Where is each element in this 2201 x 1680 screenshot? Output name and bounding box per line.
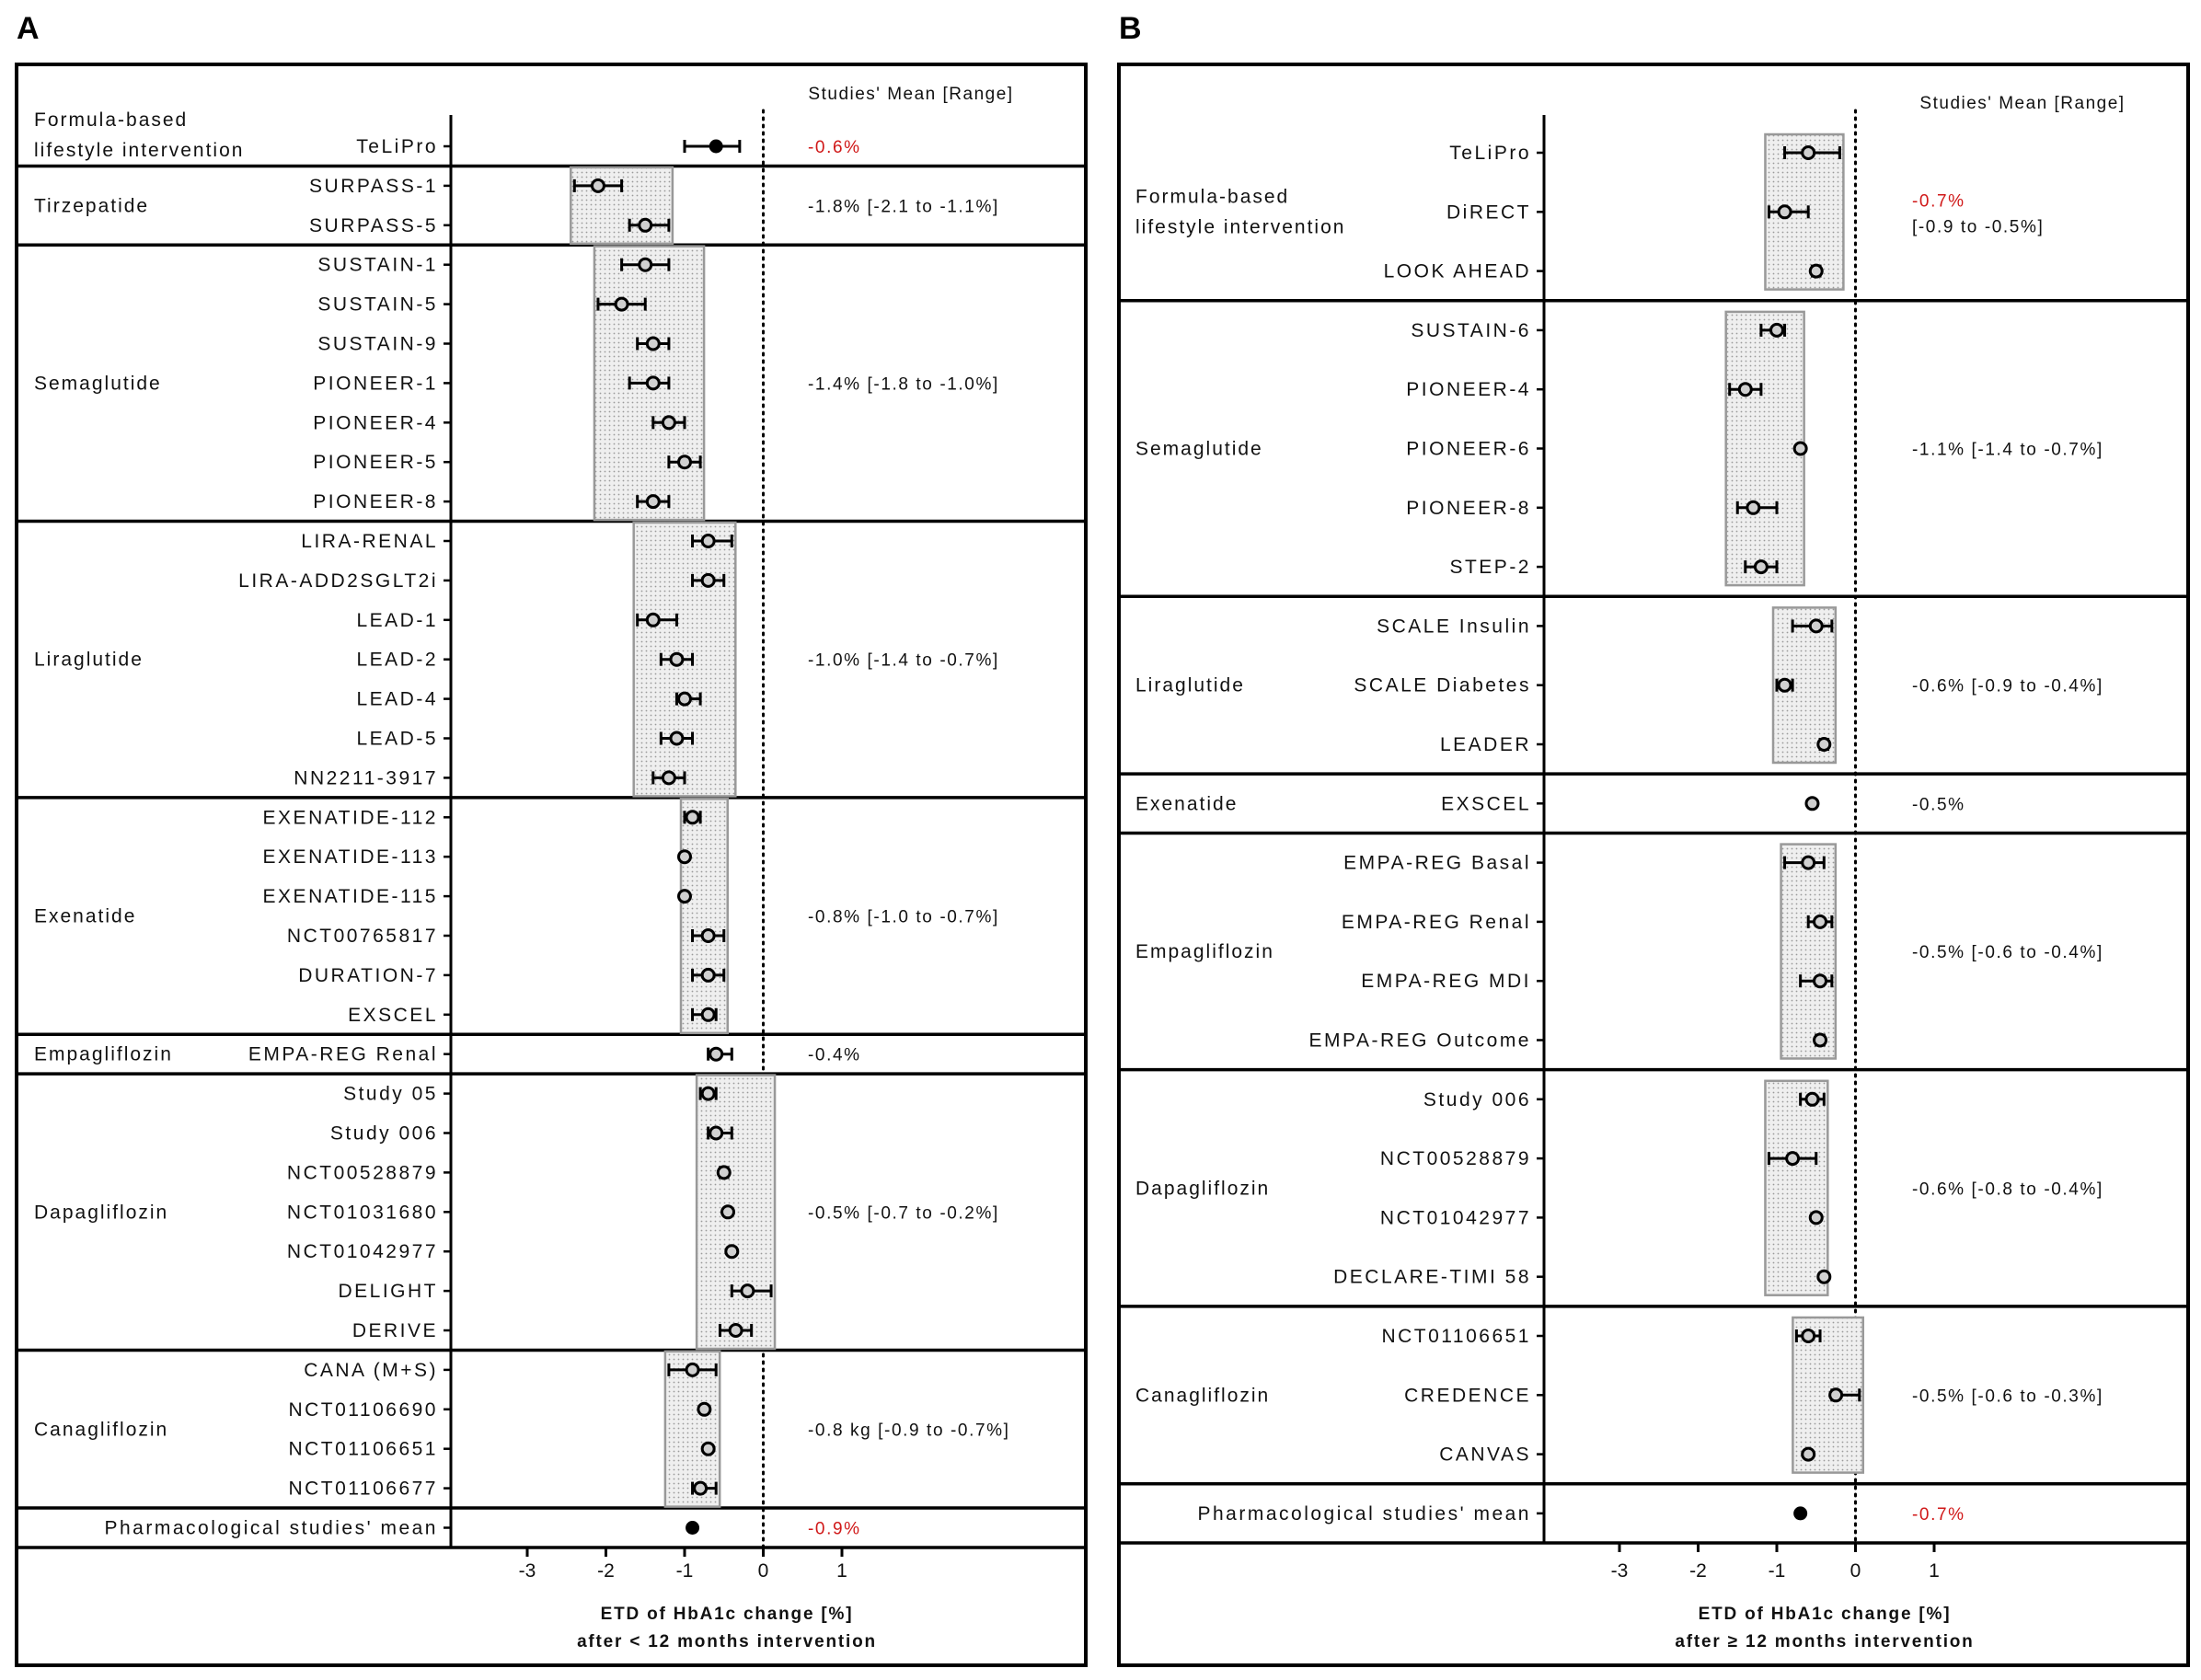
group-formula-based-lifestyle-intervention [17,109,1086,166]
study-label: PIONEER-6 [1406,438,1531,460]
range-box [1781,845,1836,1059]
study-row [1446,201,1808,223]
group-dapagliflozin [1119,1081,2188,1306]
study-label: LIRA-ADD2SGLT2i [238,570,438,592]
study-row [1381,1326,1820,1347]
x-axis-title: ETD of HbA1c change [%] [600,1605,854,1624]
study-point [663,772,674,784]
study-row [1198,1503,1807,1525]
study-label: SUSTAIN-6 [1411,319,1531,341]
study-point [679,851,691,863]
study-label: SURPASS-1 [309,175,438,197]
study-row [343,1084,716,1105]
study-point [1815,975,1826,987]
study-label: DURATION-7 [298,964,438,986]
study-label: SCALE Insulin [1377,616,1531,638]
group-summary: -0.5% [-0.6 to -0.3%] [1912,1387,2103,1407]
group-label: Formula-based lifestyle intervention [34,109,245,161]
study-point [640,259,651,270]
group-summary: -0.6% [808,138,861,157]
panel-label: B [1119,11,1142,46]
group-label: Dapagliflozin [1135,1178,1271,1200]
study-point [1810,265,1822,277]
group-summary: -1.4% [-1.8 to -1.0%] [808,374,999,395]
x-tick-label: -3 [1610,1560,1629,1582]
study-point [1803,1330,1815,1342]
study-point [1739,384,1751,396]
study-point [1794,443,1806,455]
study-label: EXSCEL [348,1004,438,1026]
study-point [1818,739,1830,751]
study-label: NCT01106651 [288,1438,438,1460]
study-label: SUSTAIN-9 [317,333,438,355]
group-total [1119,1503,2188,1543]
study-point [1810,620,1822,632]
study-label: LEADER [1439,734,1531,755]
study-row [248,1044,732,1065]
study-point [702,535,714,547]
study-point [1810,1212,1822,1224]
group-liraglutide [17,523,1086,798]
study-row [1423,1089,1824,1110]
study-point [1771,324,1783,336]
study-row [1404,1385,1860,1406]
study-point [1747,501,1759,513]
study-label: DELIGHT [338,1281,438,1303]
x-axis-subtitle: after ≥ 12 months intervention [1675,1632,1975,1651]
group-label: Canagliflozin [1135,1385,1271,1407]
study-label: LEAD-4 [356,688,438,710]
study-row [1380,1148,1816,1169]
study-point [616,298,628,310]
range-box [1765,1081,1827,1295]
group-summary: -0.7% [1912,191,1965,212]
x-tick-label: -2 [597,1560,615,1582]
study-label: LOOK AHEAD [1383,260,1531,282]
group-canagliflozin [17,1352,1086,1508]
study-row [1343,853,1824,874]
study-label: PIONEER-4 [1406,379,1531,401]
group-summary: -0.6% [-0.9 to -0.4%] [1912,676,2103,696]
group-summary: -0.9% [808,1519,861,1539]
group-label: Canagliflozin [34,1419,169,1441]
study-row [1333,1267,1830,1288]
study-row [298,965,724,986]
study-row [288,1479,716,1500]
study-label: Study 006 [1423,1088,1531,1110]
study-label: PIONEER-1 [313,373,438,395]
study-label: LEAD-5 [356,728,438,750]
range-box [697,1076,775,1349]
group-label: Dapagliflozin [34,1202,169,1224]
panel-a [17,11,1086,1665]
study-row [263,846,691,868]
study-label: EMPA-REG Outcome [1308,1030,1531,1052]
study-row [287,1202,734,1223]
x-tick-label: -1 [1768,1560,1786,1582]
study-point [592,179,604,191]
x-tick-label: -2 [1689,1560,1707,1582]
study-label: Pharmacological studies' mean [104,1517,438,1539]
x-tick-label: -3 [518,1560,536,1582]
study-point [679,693,691,705]
study-point [1787,1153,1799,1165]
study-point [702,1443,714,1455]
study-label: DiRECT [1446,201,1531,224]
study-label: DECLARE-TIMI 58 [1333,1266,1531,1288]
study-point [702,1087,714,1099]
study-label: NCT00528879 [286,1162,438,1184]
group-semaglutide [17,247,1086,522]
group-summary: -1.0% [-1.4 to -0.7%] [808,650,999,671]
group-summary: -1.8% [-2.1 to -1.1%] [808,197,999,217]
group-summary: -0.5% [-0.7 to -0.2%] [808,1203,999,1224]
x-axis-title: ETD of HbA1c change [%] [1698,1605,1952,1624]
study-point [671,732,683,744]
study-label: NCT00528879 [1379,1148,1531,1170]
study-point [1815,1034,1826,1046]
group-summary: -0.6% [-0.8 to -0.4%] [1912,1179,2103,1200]
study-point [730,1325,742,1337]
group-liraglutide [1119,607,2188,774]
group-label: Formula-based lifestyle intervention [1135,186,1346,238]
group-label: Liraglutide [1135,674,1245,696]
group-label: Semaglutide [1135,438,1263,460]
study-point [722,1206,734,1218]
study-row [1377,616,1832,637]
x-tick-label: 0 [757,1560,769,1582]
study-label: EMPA-REG MDI [1361,971,1531,993]
group-label: Tirzepatide [34,195,150,217]
group-exenatide [17,799,1086,1034]
study-point [695,1482,707,1494]
study-row [294,767,685,788]
study-row [287,1241,738,1262]
group-dapagliflozin [17,1076,1086,1351]
group-summary: -1.1% [-1.4 to -0.7%] [1912,440,2103,460]
study-label: PIONEER-8 [313,491,438,513]
study-point [709,140,722,153]
group-canagliflozin [1119,1318,2188,1484]
group-summary-range: [-0.9 to -0.5%] [1912,217,2045,237]
study-label: EXSCEL [1441,793,1531,815]
study-row [1384,261,1823,282]
study-point [698,1403,710,1415]
group-label: Semaglutide [34,373,162,395]
study-point [679,456,691,468]
x-tick-label: 0 [1850,1560,1861,1582]
study-point [702,574,714,586]
study-point [1806,1093,1818,1105]
study-row [287,1162,730,1183]
study-label: NCT01106651 [1381,1326,1531,1347]
study-point [1779,206,1791,218]
study-label: SURPASS-5 [309,214,438,236]
study-point [1803,1448,1815,1460]
study-label: TeLiPro [1449,143,1531,164]
study-point [1815,915,1826,927]
study-label: EXENATIDE-115 [262,886,438,908]
group-tirzepatide [17,167,1086,245]
study-label: SUSTAIN-5 [317,293,438,316]
study-label: STEP-2 [1449,557,1531,579]
study-label: EXENATIDE-113 [262,846,438,869]
study-point [726,1246,738,1258]
study-point [702,969,714,981]
study-row [105,1518,699,1539]
study-point [686,811,698,823]
group-label: Liraglutide [34,649,144,671]
study-row [263,886,691,907]
study-row [352,1320,752,1341]
study-label: NCT01106677 [288,1478,438,1500]
group-exenatide [1119,793,2188,833]
study-point [1794,1507,1807,1520]
study-label: EXENATIDE-112 [262,807,438,829]
study-row [1309,1030,1826,1052]
study-point [647,338,659,350]
study-point [647,496,659,508]
study-point [1806,798,1818,810]
group-total [17,1518,1086,1548]
group-summary: -0.7% [1912,1504,1965,1525]
group-label: Empagliflozin [34,1043,173,1065]
study-point [1818,1271,1830,1283]
group-summary: -0.4% [808,1045,861,1065]
study-row [1361,971,1832,992]
study-row [288,1439,714,1460]
x-tick-label: -1 [675,1560,694,1582]
study-row [288,1399,709,1421]
panel-b [1119,11,2188,1665]
study-row [1354,675,1792,696]
study-label: PIONEER-5 [313,452,438,474]
study-point [1755,561,1767,573]
range-box [681,799,728,1033]
study-row [304,1360,716,1381]
study-point [640,219,651,231]
study-label: NCT01042977 [286,1241,438,1263]
study-point [1779,679,1791,691]
study-row [1406,379,1761,400]
study-label: DERIVE [351,1320,438,1341]
study-label: SUSTAIN-1 [317,254,438,276]
study-row [330,1123,732,1145]
group-empagliflozin [1119,845,2188,1070]
group-semaglutide [1119,312,2188,596]
study-point [647,614,659,626]
study-row [1380,1207,1822,1228]
study-point [710,1127,722,1139]
study-point [1803,857,1815,869]
study-point [686,1522,699,1535]
study-label: EMPA-REG Basal [1343,852,1531,874]
study-label: EMPA-REG Renal [248,1043,438,1065]
study-point [663,417,674,429]
study-row [1406,498,1777,519]
group-label: Exenatide [1135,793,1239,815]
study-label: LEAD-2 [356,649,438,671]
group-label: Exenatide [34,905,137,927]
study-row [348,1005,716,1026]
study-row [287,926,724,947]
group-label: Empagliflozin [1135,941,1274,963]
study-point [1830,1389,1842,1401]
study-label: PIONEER-8 [1406,497,1531,519]
study-label: Pharmacological studies' mean [1197,1502,1531,1525]
study-label: Study 006 [329,1122,438,1145]
study-label: NCT01106690 [288,1398,438,1421]
group-summary: -0.8% [-1.0 to -0.7%] [808,907,999,927]
study-label: LIRA-RENAL [301,531,438,552]
study-row [1342,912,1832,933]
study-point [1803,147,1815,159]
group-summary: -0.5% [1912,795,1965,815]
study-point [647,377,659,389]
panel-label: A [17,11,40,46]
x-tick-label: 1 [836,1560,847,1582]
summary-header: Studies' Mean [Range] [1919,94,2126,113]
panel-frame [1119,64,2188,1665]
group-summary: -0.5% [-0.6 to -0.4%] [1912,943,2103,963]
study-row [356,136,740,157]
group-empagliflozin [17,1044,1086,1074]
x-tick-label: 1 [1929,1560,1940,1582]
study-point [742,1285,754,1297]
study-row [356,610,676,631]
study-label: TeLiPro [356,136,438,157]
study-label: EMPA-REG Renal [1341,911,1531,933]
study-label: Study 05 [343,1083,438,1105]
group-formula-based-lifestyle-intervention [1119,134,2188,301]
study-label: CANVAS [1439,1444,1531,1466]
study-point [671,653,683,665]
study-row [1441,793,1818,814]
study-label: LEAD-1 [356,609,438,631]
study-point [679,891,691,903]
study-label: NCT00765817 [286,926,438,947]
study-point [702,930,714,942]
study-label: SCALE Diabetes [1354,674,1531,696]
study-label: CANA (M+S) [304,1359,438,1381]
summary-header: Studies' Mean [Range] [808,85,1014,104]
study-point [710,1048,722,1060]
study-label: NCT01042977 [1379,1207,1531,1229]
study-row [1439,1444,1815,1466]
study-point [718,1167,730,1179]
group-summary: -0.8 kg [-0.9 to -0.7%] [808,1421,1010,1441]
study-row [263,807,701,828]
study-row [1440,734,1830,755]
study-label: NCT01031680 [286,1202,438,1224]
x-axis-subtitle: after < 12 months intervention [577,1632,877,1651]
study-label: CREDENCE [1404,1385,1531,1407]
range-box [1726,312,1804,585]
study-point [702,1008,714,1020]
study-label: PIONEER-4 [313,412,438,434]
study-label: NN2211-3917 [294,767,438,789]
study-point [686,1364,698,1375]
range-box [570,167,673,244]
